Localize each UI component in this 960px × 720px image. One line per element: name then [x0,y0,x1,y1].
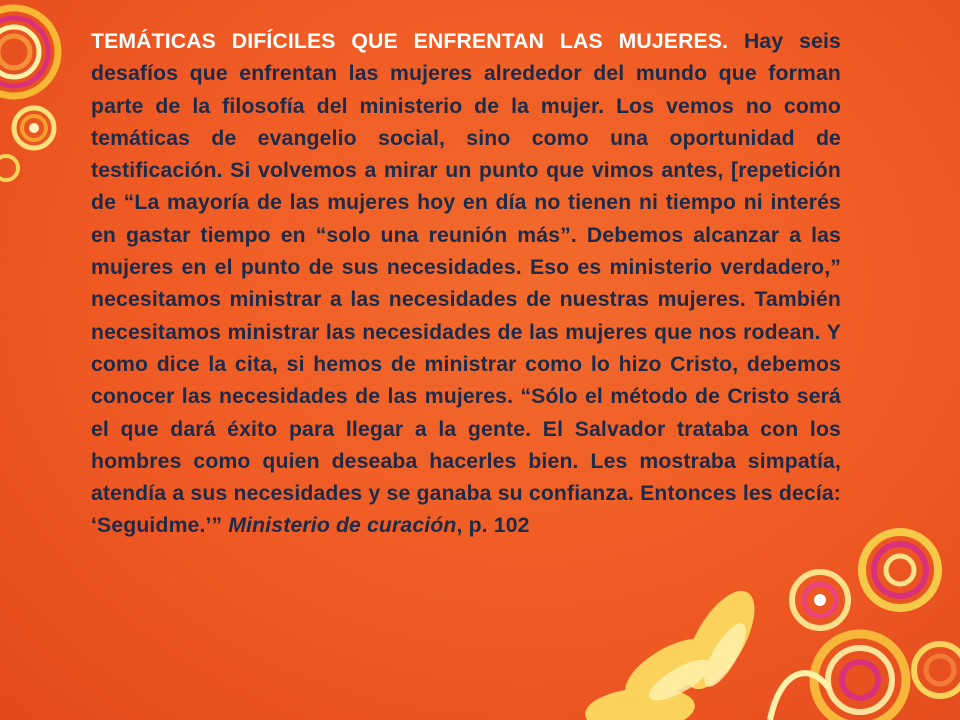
page-reference: , p. 102 [456,514,530,538]
book-title: Ministerio de curación [228,514,457,538]
slide-body: Hay seis desafíos que enfrentan las mujeres alrededor del mundo que forman parte de la filosofía del ministerio de la mujer. Los vemos no como temáticas de evangelio social, sino como una oportunidad de testificación. Si volvemos a mirar un punto que vimos antes, [repetición de “La mayoría de las mujeres hoy en día no tienen ni tiempo ni interés en gastar tiempo en “solo una reunión más”. Debemos alcanzar a las mujeres en el punto de sus necesidades. Eso es ministerio verdadero,” necesitamos ministrar a las necesidades de nuestras mujeres. También necesitamos ministrar las necesidades de las mujeres que nos rodean. Y como dice la cita, si hemos de ministrar como lo hizo Cristo, debemos conocer las necesidades de las mujeres. “Sólo el método de Cristo será el que dará éxito para llegar a la gente. El Salvador trataba con los hombres como quien deseaba hacerles bien. Les mostraba simpatía, atendía a sus necesidades y se ganaba su confianza. Entonces les decía: ‘Seguidme.’” [91,30,841,538]
slide-heading: TEMÁTICAS DIFÍCILES QUE ENFRENTAN LAS MUJERES. [91,30,729,53]
flower-decoration [580,520,960,720]
swirl-circles-decoration [0,0,100,200]
slide-text [91,26,841,543]
